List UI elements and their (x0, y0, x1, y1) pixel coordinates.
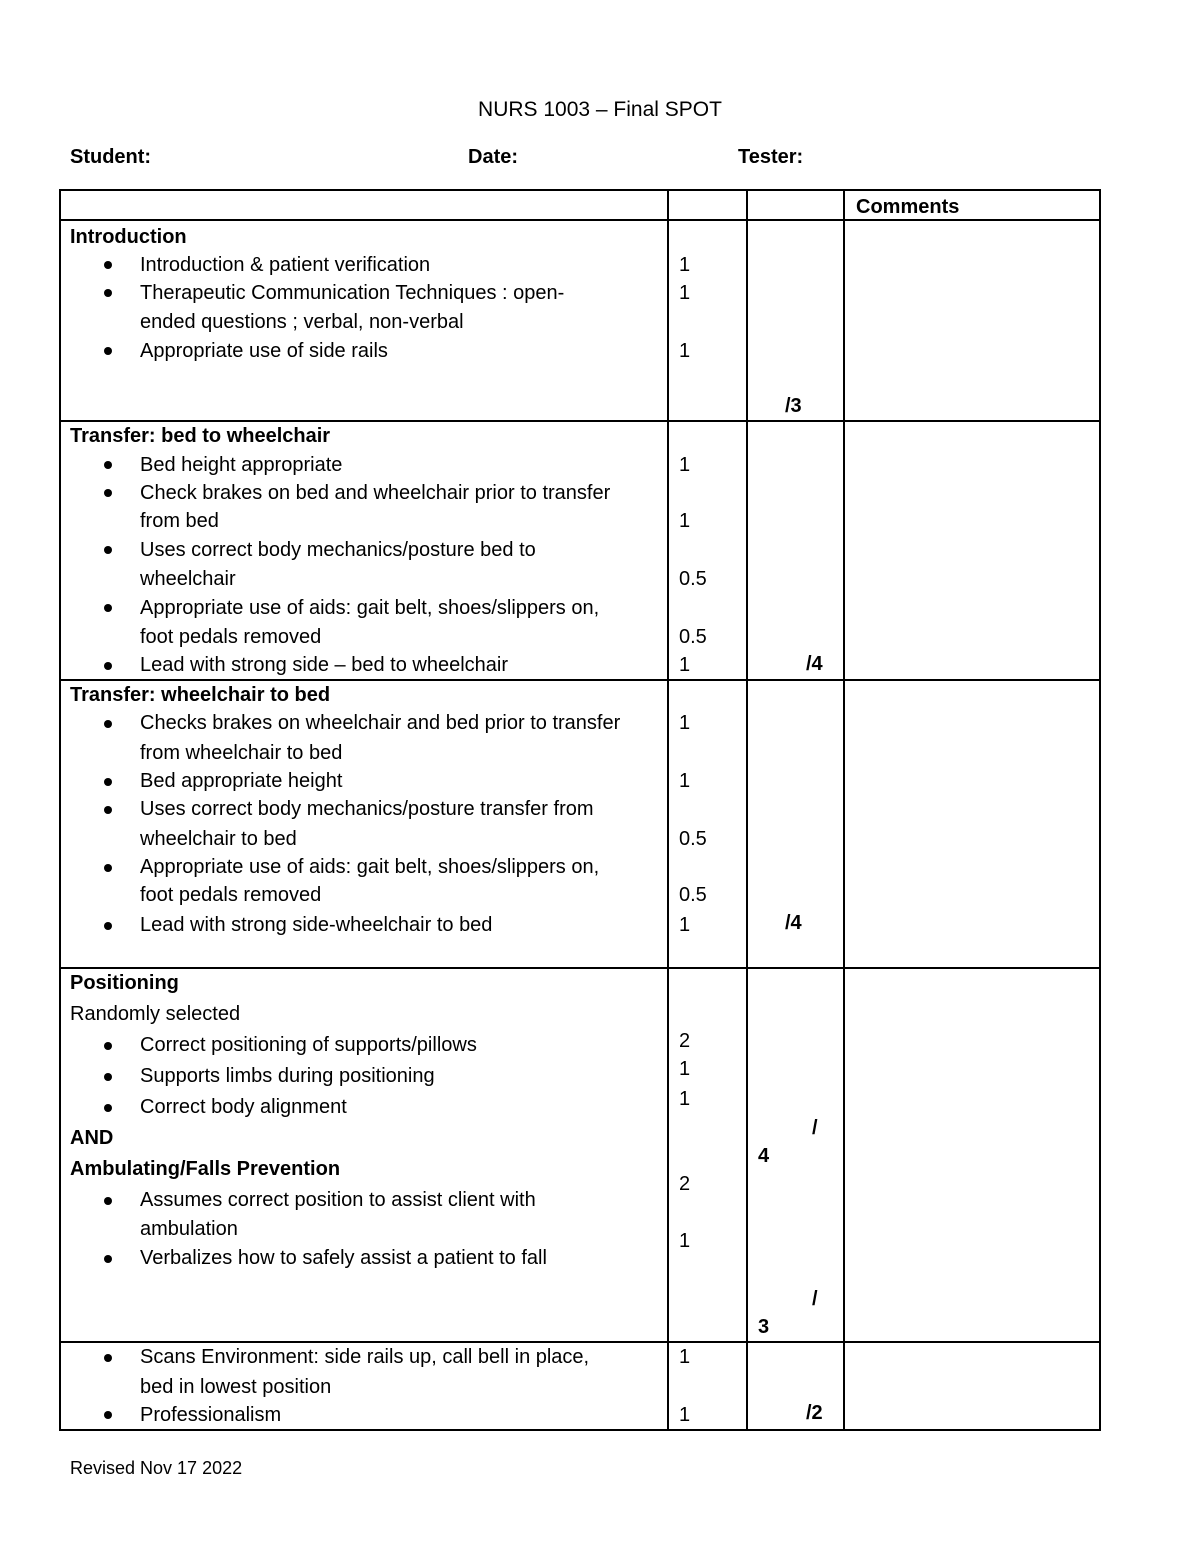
revision-note: Revised Nov 17 2022 (70, 1458, 243, 1478)
student-label: Student: (70, 146, 152, 168)
section-total: /4 (806, 653, 823, 675)
section-heading-wheelchair-to-bed: Transfer: wheelchair to bed (70, 684, 331, 706)
criterion-points: 1 (679, 282, 691, 304)
column-divider (746, 189, 748, 1431)
criterion-points: 2 (679, 1173, 691, 1195)
criterion-points: 1 (679, 770, 691, 792)
criterion-points: 0.5 (679, 884, 707, 906)
table-border-left (59, 189, 61, 1431)
section-total: /2 (806, 1402, 823, 1424)
section-heading-bed-to-wheelchair: Transfer: bed to wheelchair (70, 425, 331, 447)
section-total-value: 3 (758, 1316, 770, 1338)
date-label: Date: (468, 146, 519, 168)
bullet-icon (104, 1255, 112, 1263)
section-total: /4 (785, 912, 802, 934)
criterion-text: Appropriate use of aids: gait belt, shoes/slippers on, (140, 597, 600, 619)
section-heading-introduction: Introduction (70, 226, 187, 248)
criterion-text-continued: wheelchair to bed (140, 828, 297, 850)
criterion-text-continued: wheelchair (140, 568, 236, 590)
criterion-text: Checks brakes on wheelchair and bed prior to transfer (140, 712, 621, 734)
bullet-icon (104, 778, 112, 786)
bullet-icon (104, 261, 112, 269)
comments-header: Comments (856, 196, 960, 218)
column-divider (843, 189, 845, 1431)
bullet-icon (104, 1042, 112, 1050)
criterion-text: Correct positioning of supports/pillows (140, 1034, 477, 1056)
and-label: AND (70, 1127, 114, 1149)
criterion-points: 1 (679, 510, 691, 532)
criterion-text: Bed appropriate height (140, 770, 343, 792)
bullet-icon (104, 662, 112, 670)
criterion-text-continued: foot pedals removed (140, 626, 322, 648)
criterion-text: Therapeutic Communication Techniques : open- (140, 282, 565, 304)
section-total: /3 (785, 395, 802, 417)
table-border-top (59, 189, 1101, 191)
bullet-icon (104, 922, 112, 930)
criterion-text-continued: ambulation (140, 1218, 238, 1240)
criterion-points: 0.5 (679, 828, 707, 850)
criterion-text: Uses correct body mechanics/posture bed to (140, 539, 536, 561)
table-rule (59, 967, 1101, 969)
criterion-text: Appropriate use of aids: gait belt, shoes/slippers on, (140, 856, 600, 878)
criterion-points: 1 (679, 914, 691, 936)
criterion-text-continued: bed in lowest position (140, 1376, 332, 1398)
bullet-icon (104, 1354, 112, 1362)
criterion-text: Correct body alignment (140, 1096, 347, 1118)
bullet-icon (104, 1104, 112, 1112)
criterion-text-continued: from wheelchair to bed (140, 742, 343, 764)
criterion-text: Appropriate use of side rails (140, 340, 388, 362)
page-title: NURS 1003 – Final SPOT (478, 98, 722, 121)
criterion-points: 0.5 (679, 626, 707, 648)
criterion-points: 1 (679, 1346, 691, 1368)
bullet-icon (104, 489, 112, 497)
criterion-text: Introduction & patient verification (140, 254, 431, 276)
section-total-slash: / (812, 1117, 818, 1139)
criterion-text-continued: foot pedals removed (140, 884, 322, 906)
bullet-icon (104, 720, 112, 728)
tester-label: Tester: (738, 146, 804, 168)
bullet-icon (104, 289, 112, 297)
criterion-points: 2 (679, 1030, 691, 1052)
criterion-text: Lead with strong side-wheelchair to bed (140, 914, 493, 936)
bullet-icon (104, 1411, 112, 1419)
table-border-bottom (59, 1429, 1101, 1431)
criterion-text: Check brakes on bed and wheelchair prior to transfer (140, 482, 611, 504)
criterion-text: Assumes correct position to assist client with (140, 1189, 536, 1211)
section-subheading: Randomly selected (70, 1003, 241, 1025)
section-heading-ambulating: Ambulating/Falls Prevention (70, 1158, 341, 1180)
bullet-icon (104, 1073, 112, 1081)
criterion-text-continued: ended questions ; verbal, non-verbal (140, 311, 464, 333)
criterion-points: 1 (679, 1058, 691, 1080)
bullet-icon (104, 1197, 112, 1205)
criterion-text: Professionalism (140, 1404, 282, 1426)
criterion-points: 1 (679, 454, 691, 476)
column-divider (667, 189, 669, 1431)
criterion-points: 0.5 (679, 568, 707, 590)
criterion-text: Supports limbs during positioning (140, 1065, 435, 1087)
criterion-points: 1 (679, 1404, 691, 1426)
bullet-icon (104, 347, 112, 355)
bullet-icon (104, 604, 112, 612)
criterion-points: 1 (679, 1230, 691, 1252)
criterion-points: 1 (679, 1088, 691, 1110)
criterion-text: Scans Environment: side rails up, call bell in place, (140, 1346, 590, 1368)
section-total-value: 4 (758, 1145, 770, 1167)
bullet-icon (104, 546, 112, 554)
bullet-icon (104, 806, 112, 814)
section-heading-positioning: Positioning (70, 972, 179, 994)
criterion-text-continued: from bed (140, 510, 219, 532)
criterion-points: 1 (679, 654, 691, 676)
criterion-points: 1 (679, 712, 691, 734)
criterion-points: 1 (679, 340, 691, 362)
criterion-text: Lead with strong side – bed to wheelchair (140, 654, 509, 676)
bullet-icon (104, 864, 112, 872)
criterion-points: 1 (679, 254, 691, 276)
criterion-text: Uses correct body mechanics/posture transfer from (140, 798, 594, 820)
table-border-right (1099, 189, 1101, 1431)
section-total-slash: / (812, 1288, 818, 1310)
bullet-icon (104, 461, 112, 469)
criterion-text: Verbalizes how to safely assist a patient to fall (140, 1247, 547, 1269)
criterion-text: Bed height appropriate (140, 454, 343, 476)
